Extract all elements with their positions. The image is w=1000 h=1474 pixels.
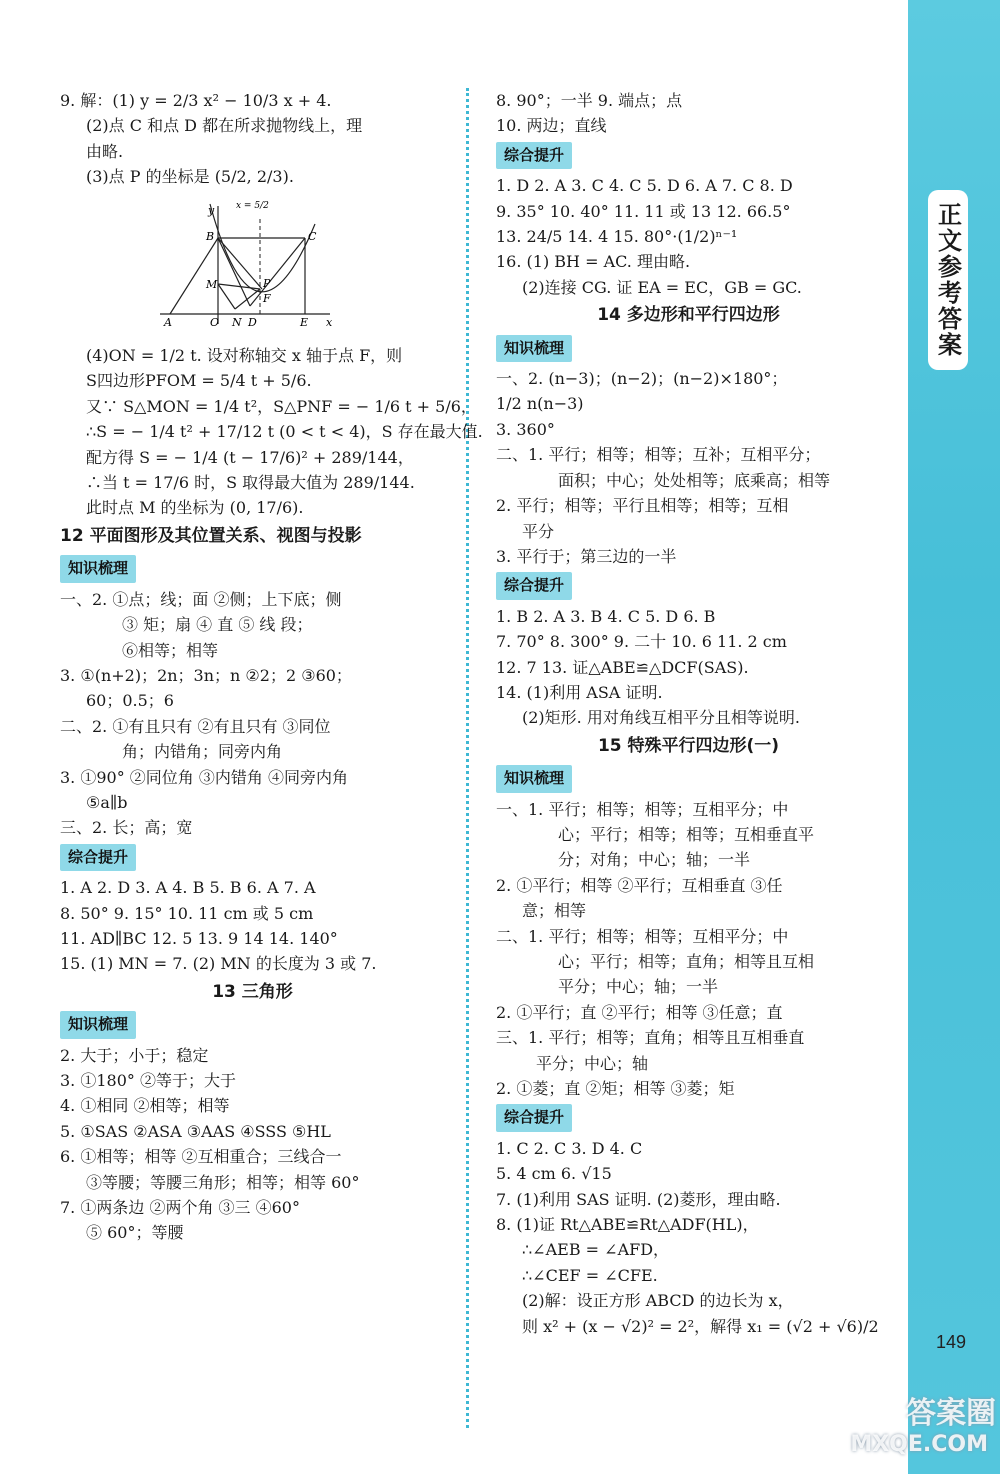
answer-line: ∴当 t = 17/6 时，S 取得最大值为 289/144. [86,473,415,493]
answer-line: ⑥相等；相等 [122,640,219,660]
parabola-figure [150,194,340,332]
segment-ab [170,238,218,314]
segment-mn [218,284,235,309]
answer-line: (3)点 P 的坐标是 (5/2, 2/3). [86,167,294,187]
answer-line: 16. (1) BH = AC. 理由略. [496,252,691,272]
answer-line: 1. D 2. A 3. C 4. C 5. D 6. A 7. C 8. D [496,176,793,196]
answer-line: 三、2. 长；高；宽 [60,818,193,838]
answer-line: 心；平行；相等；相等；互相垂直平 [558,824,815,844]
section-tag: 知识梳理 [496,335,572,362]
answer-line: 7. ①两条边 ②两个角 ③三 ④60° [60,1198,300,1218]
answer-line: 1/2 n(n−3) [496,394,584,414]
left-column [60,88,483,1246]
answer-line: 3. ①(n+2)；2n；3n；n ②2；2 ③60； [60,665,352,685]
point-label-F: F [263,291,271,305]
answer-line: S四边形PFOM = 5/4 t + 5/6. [86,371,312,391]
answer-line: 10. 两边；直线 [496,116,607,136]
answer-line: (4)ON = 1/2 t. 设对称轴交 x 轴于点 F，则 [86,346,403,366]
point-label-N: N [232,315,242,329]
answer-line: 二、2. ①有且只有 ②有且只有 ③同位 [60,716,331,736]
answer-line: 一、2. ①点；线；面 ②侧；上下底；侧 [60,589,342,609]
answer-line: 1. B 2. A 3. B 4. C 5. D 6. B [496,606,716,626]
answer-line: 分；对角；中心；轴；一半 [558,850,751,870]
section-heading: 13 三角形 [212,981,293,1002]
point-label-B: B [206,229,215,243]
answer-line: 二、1. 平行；相等；相等；互相平分；中 [496,926,789,946]
answer-line: 意；相等 [522,901,587,921]
answer-line: (2)连接 CG. 证 EA = EC，GB = GC. [522,277,802,297]
right-column [496,88,881,1339]
answer-line: 9. 35° 10. 40° 11. 11 或 13 12. 66.5° [496,201,791,221]
section-tag: 综合提升 [60,844,136,871]
answer-line: 13. 24/5 14. 4 15. 80°·(1/2)ⁿ⁻¹ [496,227,738,247]
answer-line: (2)矩形. 用对角线互相平分且相等说明. [522,708,800,728]
answer-line: 7. 70° 8. 300° 9. 二十 10. 6 11. 2 cm [496,632,787,652]
section-tag: 综合提升 [496,1104,572,1131]
answer-line: ∴∠AEB = ∠AFD， [522,1240,670,1260]
answer-line: 4. ①相同 ②相等；相等 [60,1096,230,1116]
answer-line: 心；平行；相等；直角；相等且互相 [558,952,815,971]
answer-line: 6. ①相等；相等 ②互相重合；三线合一 [60,1147,342,1167]
answer-line: (2)点 C 和点 D 都在所求抛物线上，理 [86,116,363,136]
answer-line: 三、1. 平行；相等；直角；相等且互相垂直 [496,1028,805,1048]
symmetry-axis-label: x = 5/2 [236,200,269,211]
point-label-E: E [300,315,309,329]
column-divider [466,88,469,1428]
answer-line: 8. 90°；一半 9. 端点；点 [496,91,683,110]
point-label-O: O [210,315,220,329]
answer-line: 又∵ S△MON = 1/4 t²，S△PNF = − 1/6 t + 5/6， [86,396,477,416]
answer-line: 面积；中心；处处相等；底乘高；相等 [558,470,831,490]
answer-line: 60；0.5；6 [86,691,174,711]
answer-line: 11. AD∥BC 12. 5 13. 9 14 14. 140° [60,928,338,948]
answer-line: 2. ①平行；直 ②平行；相等 ③任意；直 [496,1002,783,1022]
answer-line: 12. 7 13. 证△ABE≌△DCF(SAS). [496,657,749,677]
point-label-y: y [208,203,215,217]
answer-line: 1. A 2. D 3. A 4. B 5. B 6. A 7. A [60,878,316,898]
answer-line: ⑤ 60°；等腰 [86,1223,184,1243]
page-number: 149 [935,1332,966,1352]
answer-line: 配方得 S = − 1/4 (t − 17/6)² + 289/144， [86,447,414,467]
answer-line: 3. 平行于；第三边的一半 [496,546,677,566]
answer-line: 1. C 2. C 3. D 4. C [496,1138,643,1158]
answer-line: 2. ①平行；相等 ②平行；互相垂直 ③任 [496,875,783,895]
answer-line: 3. 360° [496,419,555,439]
answer-line: ∴∠CEF = ∠CFE. [522,1265,658,1285]
section-tag: 知识梳理 [60,1011,136,1038]
answer-line: ③ 矩；扇 ④ 直 ⑤ 线 段； [122,615,313,635]
section-tag: 综合提升 [496,572,572,599]
answer-line: 角；内错角；同旁内角 [122,742,283,762]
answer-line: 二、1. 平行；相等；相等；互补；互相平分； [496,445,821,465]
point-label-C: C [308,229,317,243]
answer-line: 5. ①SAS ②ASA ③AAS ④SSS ⑤HL [60,1121,331,1141]
answer-line: 8. (1)证 Rt△ABE≌Rt△ADF(HL)， [496,1215,759,1235]
answer-line: 由略. [86,141,124,161]
answer-line: 平分 [522,521,555,541]
section-tag: 综合提升 [496,142,572,169]
point-label-A: A [164,315,172,329]
answer-line: 此时点 M 的坐标为 (0, 17/6). [86,498,304,518]
answer-line: ③等腰；等腰三角形；相等；相等 60° [86,1172,360,1192]
answer-line: 15. (1) MN = 7. (2) MN 的长度为 3 或 7. [60,954,377,974]
answer-line: 14. (1)利用 ASA 证明. [496,682,663,702]
section-tag: 知识梳理 [60,555,136,582]
answer-line: 平分；中心；轴 [536,1053,649,1073]
section-heading: 14 多边形和平行四边形 [597,305,780,326]
answer-line: 9. 解：(1) y = 2/3 x² − 10/3 x + 4. [60,91,332,110]
point-label-P: P [263,276,271,290]
watermark-url: MXQE.COM [850,1432,988,1457]
answer-line: 则 x² + (x − √2)² = 2²，解得 x₁ = (√2 + √6)/2 [522,1316,879,1336]
answer-line: 3. ①90° ②同位角 ③内错角 ④同旁内角 [60,767,348,787]
answer-line: 一、2. (n−3)；(n−2)；(n−2)×180°； [496,369,788,389]
answer-line: 一、1. 平行；相等；相等；互相平分；中 [496,799,789,819]
section-heading: 12 平面图形及其位置关系、视图与投影 [60,525,362,546]
answer-line: 2. 平行；相等；平行且相等；相等；互相 [496,496,789,516]
answer-line: 5. 4 cm 6. √15 [496,1164,612,1184]
point-label-x: x [326,315,333,329]
answer-line: 8. 50° 9. 15° 10. 11 cm 或 5 cm [60,903,314,923]
answer-line: 2. ①菱；直 ②矩；相等 ③菱；矩 [496,1079,735,1099]
segment-bp [218,238,262,289]
point-label-M: M [206,277,218,291]
answer-line: 2. 大于；小于；稳定 [60,1045,209,1065]
watermark-brand: 答案圈 [906,1396,996,1431]
answer-line: ∴S = − 1/4 t² + 17/12 t (0 < t < 4)，S 存在最大值. [86,422,483,442]
segment-mp [218,284,260,289]
segment-dc [250,238,305,306]
side-tab-label: 正文参考答案 [928,190,968,370]
answer-line: 3. ①180° ②等于；大于 [60,1071,236,1090]
point-label-D: D [248,315,257,329]
segment-bd [218,238,250,306]
answer-line: ⑤a∥b [86,792,128,812]
section-heading: 15 特殊平行四边形(一) [597,735,780,756]
section-tag: 知识梳理 [496,765,572,792]
answer-line: 平分；中心；轴；一半 [558,977,719,997]
side-tab-bar [908,0,1000,1474]
answer-line: (2)解：设正方形 ABCD 的边长为 x， [522,1291,794,1311]
answer-line: 7. (1)利用 SAS 证明. (2)菱形，理由略. [496,1189,781,1209]
